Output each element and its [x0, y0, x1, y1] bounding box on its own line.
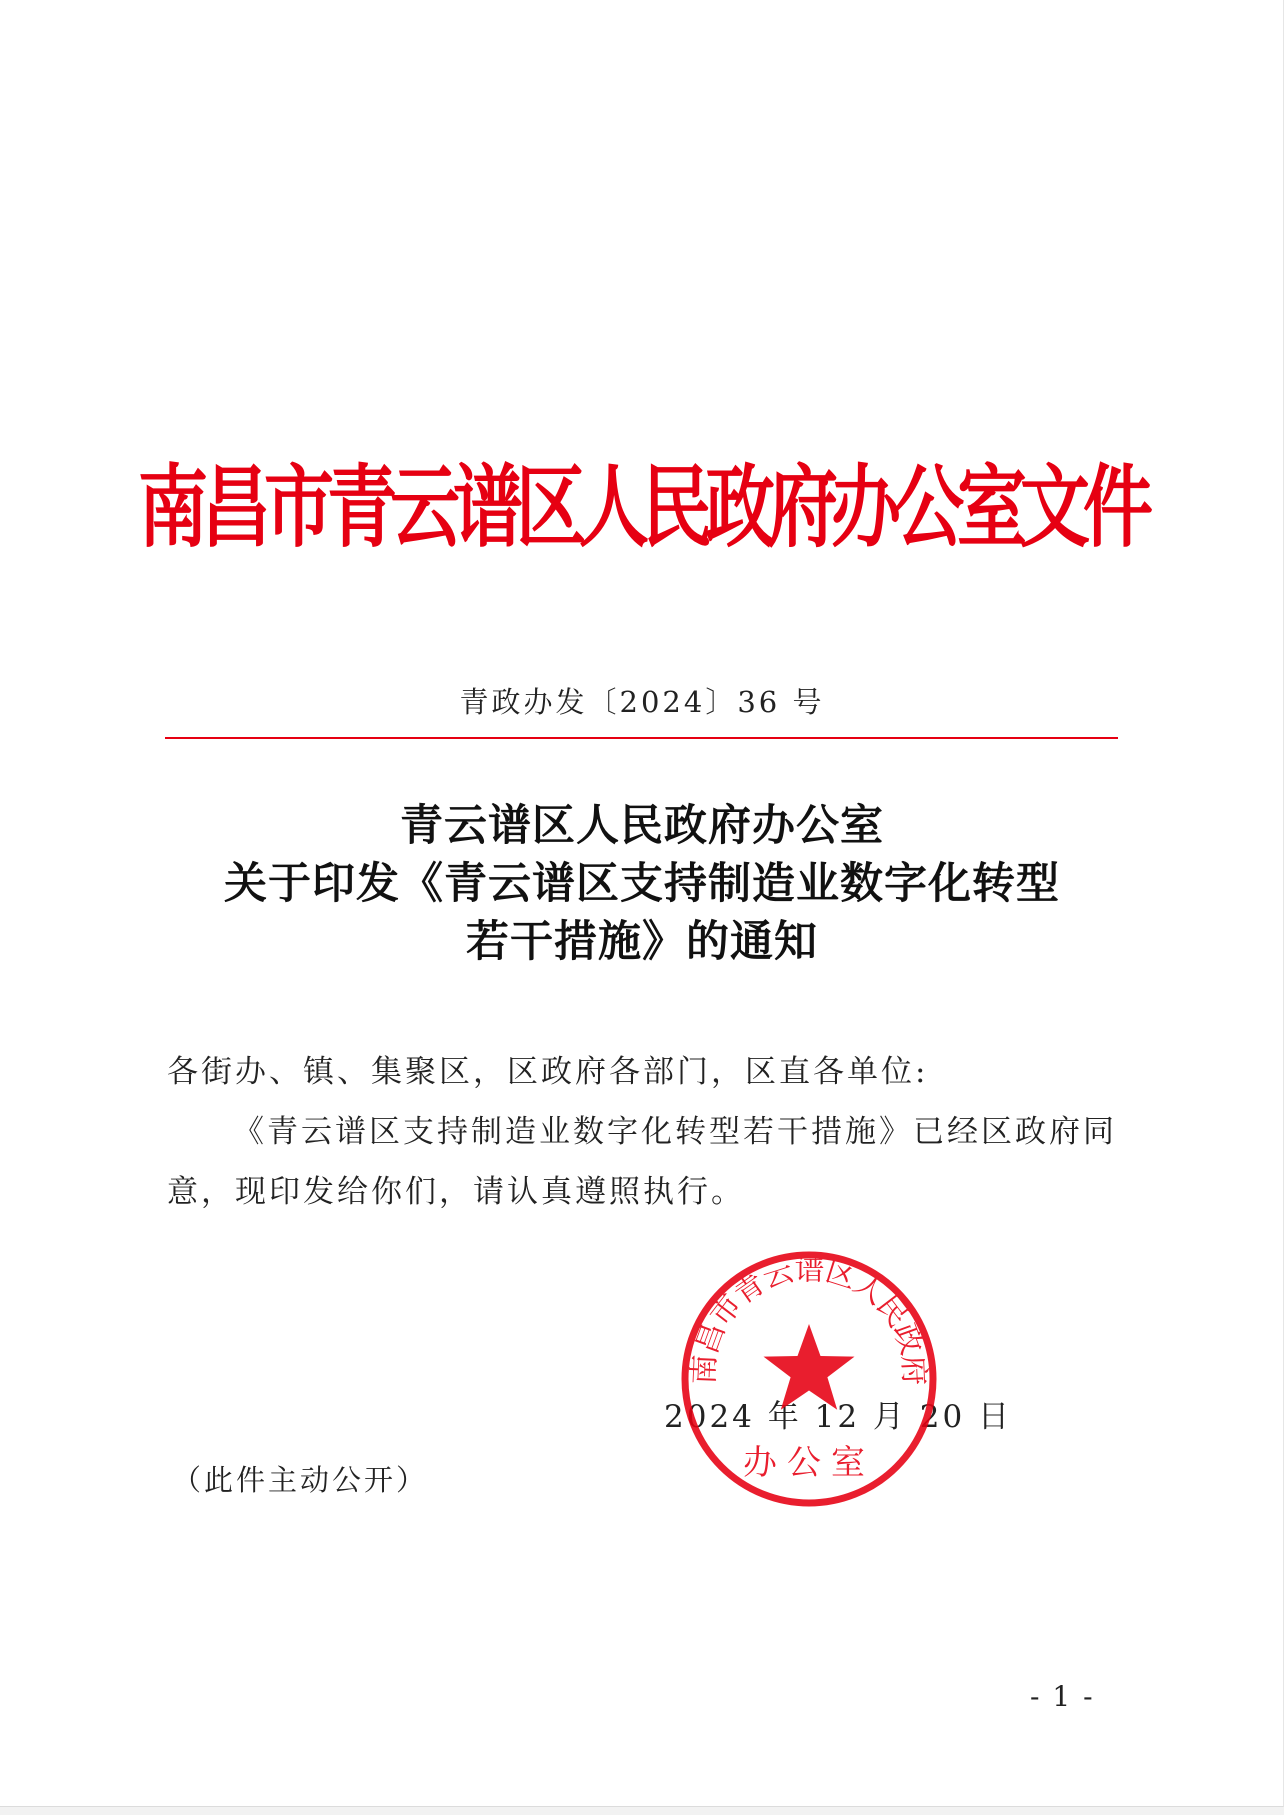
official-seal-icon	[676, 1246, 942, 1512]
public-disclosure-note: （此件主动公开）	[172, 1463, 429, 1497]
issue-date: 2024 年 12 月 20 日	[664, 1399, 1013, 1435]
notice-title-line-1: 青云谱区人民政府办公室	[400, 801, 884, 851]
body-paragraph: 《青云谱区支持制造业数字化转型若干措施》已经区政府同意，现印发给你们，请认真遵照执行。	[167, 1114, 1117, 1210]
document-number: 青政办发〔2024〕36 号	[459, 685, 825, 719]
page-number: - 1 -	[1030, 1680, 1095, 1713]
seal-bottom-text: 办公室	[743, 1443, 875, 1483]
addressee-line: 各街办、镇、集聚区，区政府各部门，区直各单位:	[167, 1054, 929, 1090]
seal-star-icon	[764, 1324, 855, 1410]
notice-title	[0, 797, 1284, 971]
red-separator-line	[165, 737, 1118, 739]
seal-ring-textpath: 南昌市青云谱区人民政府	[686, 1252, 932, 1386]
notice-title-line-3: 若干措施》的通知	[466, 917, 818, 967]
notice-title-line-2: 关于印发《青云谱区支持制造业数字化转型	[224, 859, 1060, 909]
issuer-title: 南昌市青云谱区人民政府办公室文件	[138, 453, 1146, 561]
